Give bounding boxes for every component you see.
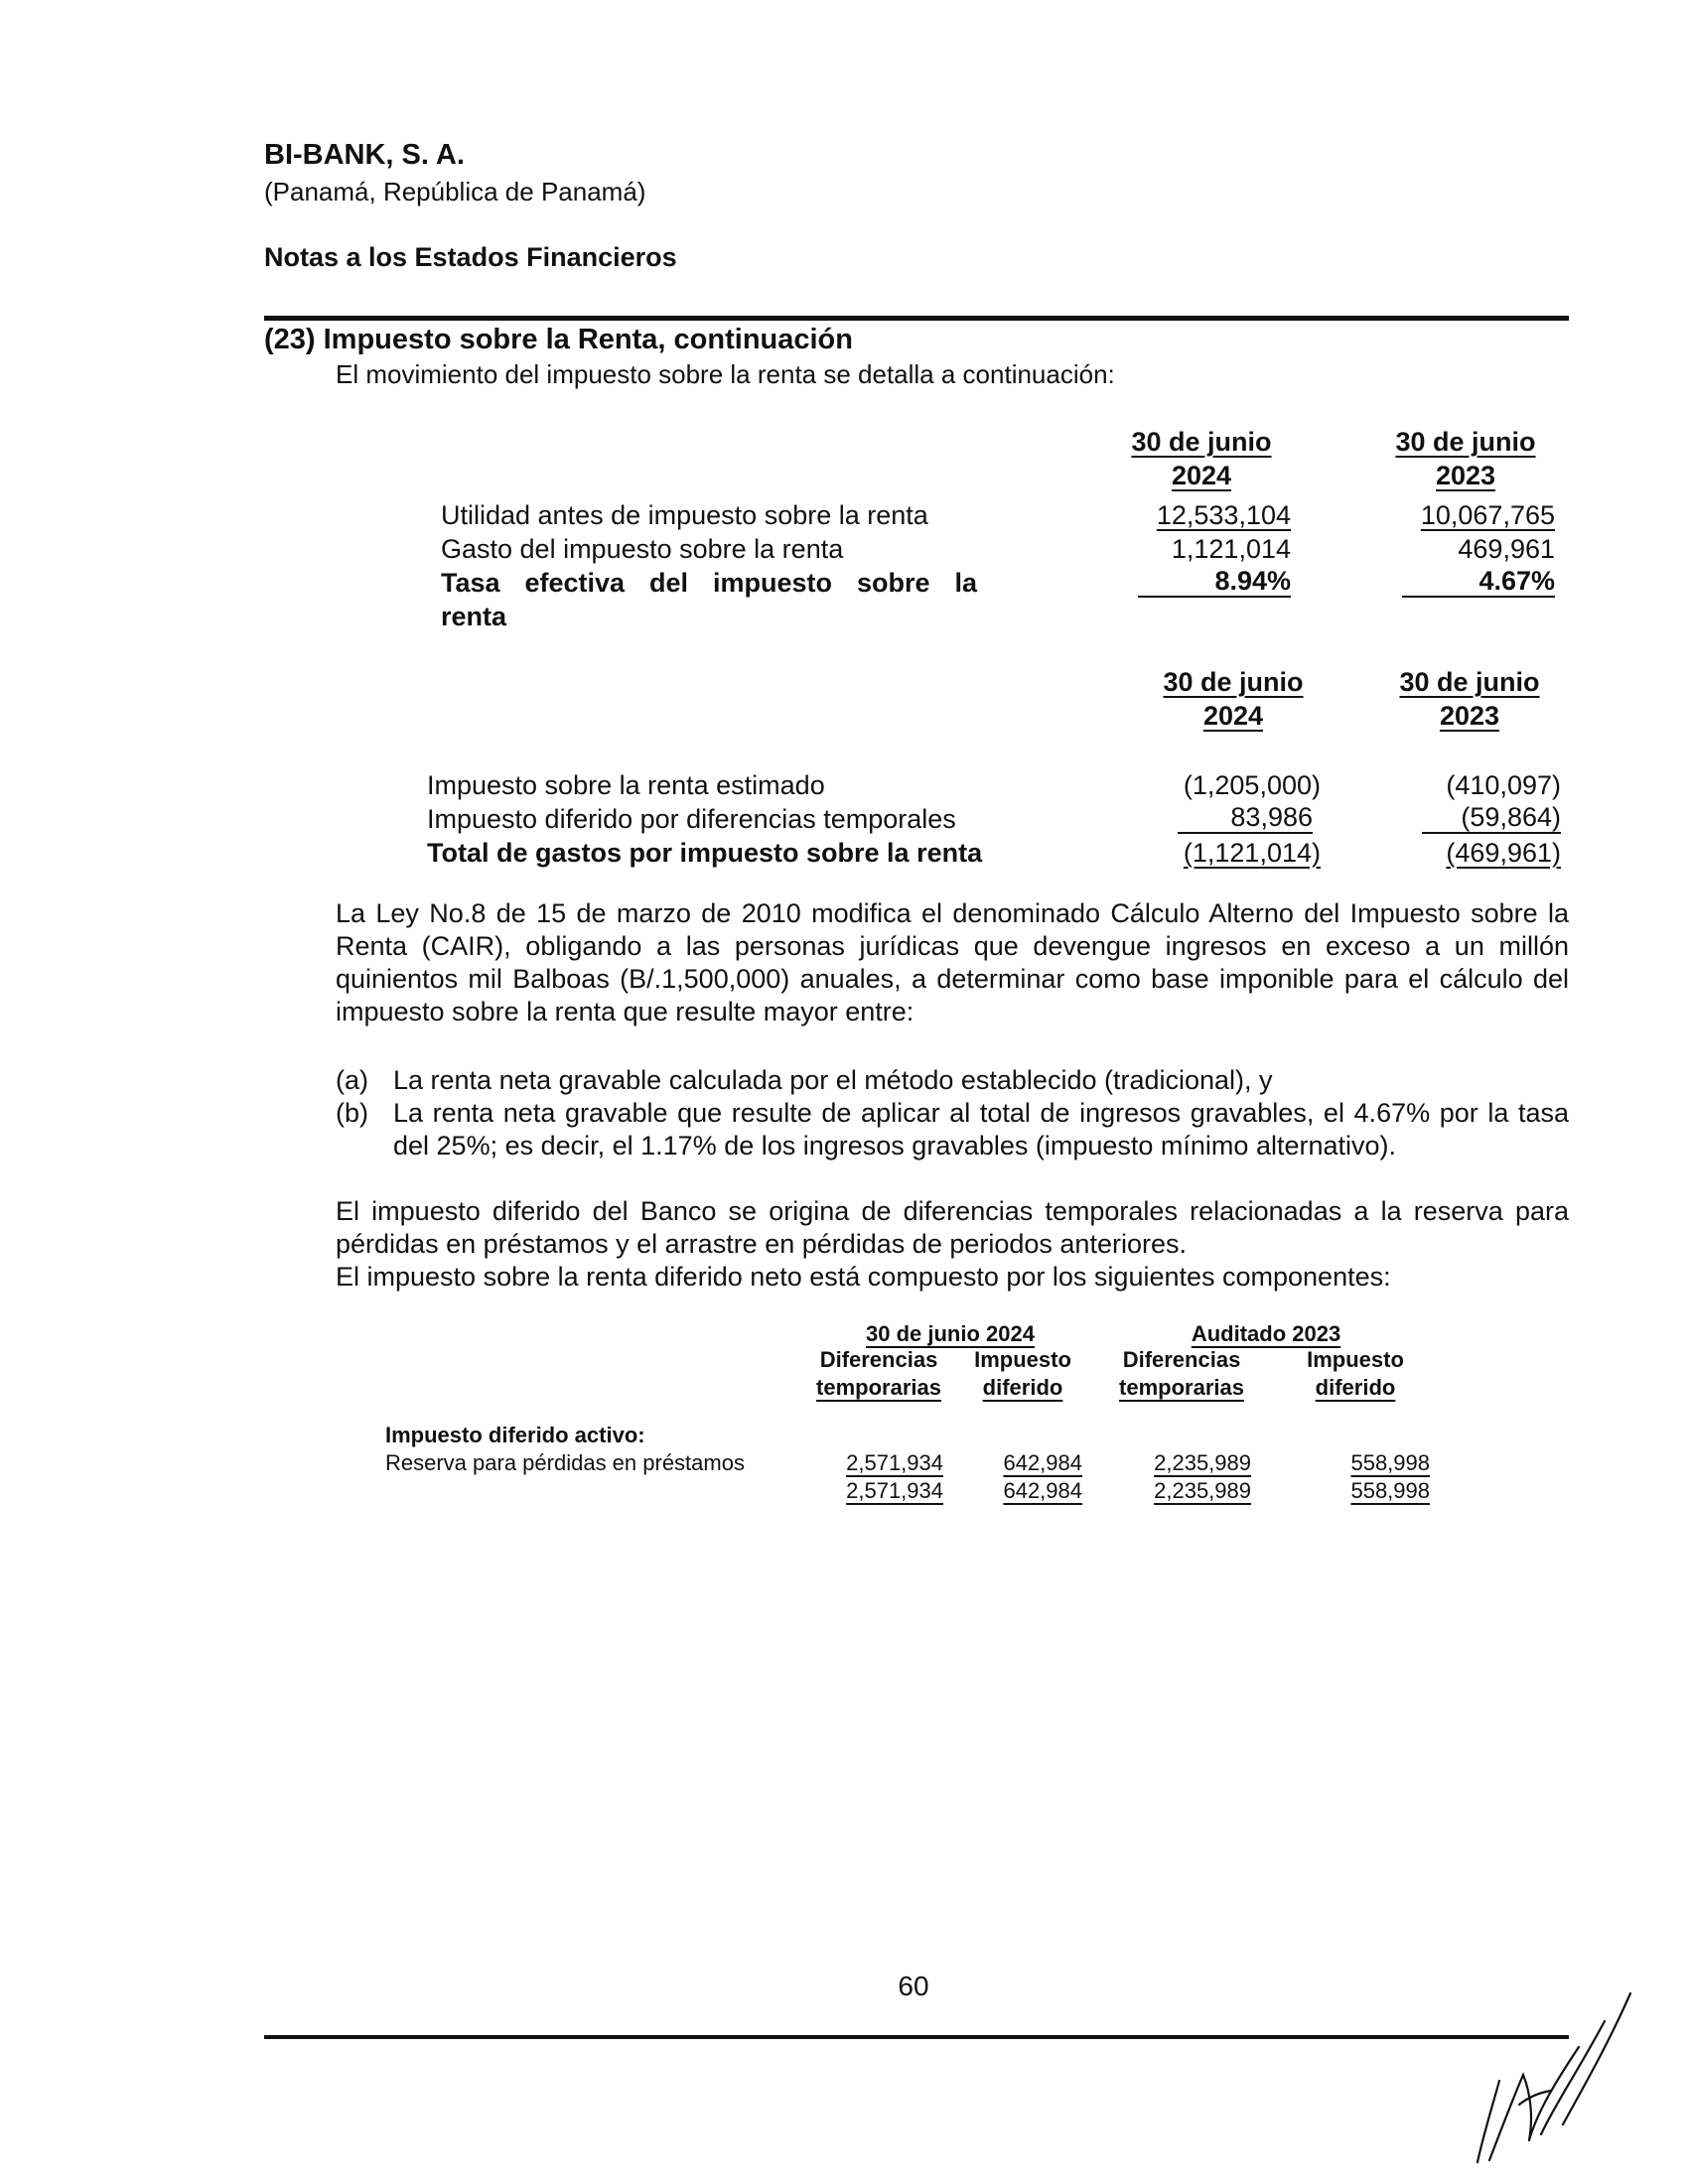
t2-row-value-2023: (59,864) bbox=[1422, 802, 1561, 834]
t3-subheader-line2: diferido bbox=[1315, 1375, 1396, 1400]
t2-row-value-2024: (1,205,000) bbox=[1183, 770, 1321, 800]
t3-total-value: 2,235,989 bbox=[1154, 1478, 1251, 1503]
t2-row-label: Impuesto diferido por diferencias temporales bbox=[427, 804, 956, 834]
t3-group-header-2024: 30 de junio 2024 bbox=[866, 1321, 1035, 1346]
t1-row-value-2023: 469,961 bbox=[1458, 534, 1555, 564]
t2-total-2024: (1,121,014) bbox=[1183, 838, 1321, 868]
t3-row-label: Reserva para pérdidas en préstamos bbox=[385, 1450, 745, 1475]
cair-paragraph: La Ley No.8 de 15 de marzo de 2010 modifica el denominado Cálculo Alterno del Impuesto sobre la Renta (CAIR), obligando a las personas jurídicas que devengue ingresos en exceso a un millón quinientos mil Balboas (B/.1,500,000) anuales, a determinar como base imponible para el cálculo del impuesto sobre la renta que resulte mayor entre: bbox=[336, 898, 1569, 1026]
t1-row-label: Utilidad antes de impuesto sobre la renta bbox=[441, 500, 928, 530]
t2-total-label: Total de gastos por impuesto sobre la renta bbox=[427, 838, 983, 868]
t1-col-2024-line2: 2024 bbox=[1171, 461, 1232, 490]
deferred-tax-paragraph: El impuesto diferido del Banco se origina de diferencias temporales relacionadas a la reserva para pérdidas en préstamos y el arrastre en pérdidas de periodos anteriores. bbox=[336, 1196, 1569, 1259]
t3-subheader-line1: Impuesto bbox=[1307, 1347, 1404, 1372]
t2-col-2023-line1: 30 de junio bbox=[1399, 667, 1540, 697]
effective-rate-label-line2: renta bbox=[441, 602, 507, 631]
t1-row-value-2024: 1,121,014 bbox=[1171, 534, 1291, 564]
effective-rate-2023: 4.67% bbox=[1402, 566, 1555, 598]
t2-col-2023-line2: 2023 bbox=[1439, 701, 1500, 731]
t2-col-2024-line2: 2024 bbox=[1202, 701, 1264, 731]
t3-subheader-line2: temporarias bbox=[1119, 1375, 1244, 1400]
t3-total-value: 642,984 bbox=[1003, 1478, 1082, 1503]
t3-subheader-line1: Diferencias bbox=[819, 1347, 938, 1372]
effective-rate-label-line1: Tasa efectiva del impuesto sobre la bbox=[441, 568, 977, 598]
section-title: (23) Impuesto sobre la Renta, continuación bbox=[264, 324, 853, 355]
t1-row-value-2023: 10,067,765 bbox=[1420, 500, 1555, 530]
t2-row-value-2024: 83,986 bbox=[1178, 802, 1313, 834]
section-intro: El movimiento del impuesto sobre la renta se detalla a continuación: bbox=[336, 359, 1115, 389]
t3-subheader-line1: Impuesto bbox=[974, 1347, 1071, 1372]
t3-subheader-line2: temporarias bbox=[816, 1375, 941, 1400]
t2-total-2023: (469,961) bbox=[1446, 838, 1561, 868]
t3-group-header-2023: Auditado 2023 bbox=[1191, 1321, 1341, 1346]
t2-row-value-2023: (410,097) bbox=[1446, 770, 1561, 800]
bottom-divider bbox=[264, 2035, 1569, 2039]
t2-col-2024-line1: 30 de junio bbox=[1163, 667, 1304, 697]
list-label-a: (a) bbox=[336, 1065, 368, 1095]
t1-col-2023-line1: 30 de junio bbox=[1395, 427, 1536, 457]
t3-row-value: 558,998 bbox=[1350, 1450, 1430, 1475]
signature-initials bbox=[1460, 1985, 1638, 2174]
t1-col-2023-line2: 2023 bbox=[1435, 461, 1496, 490]
top-divider bbox=[264, 316, 1569, 321]
t3-row-value: 2,235,989 bbox=[1154, 1450, 1251, 1475]
t3-total-value: 558,998 bbox=[1350, 1478, 1430, 1503]
t3-subheader-line1: Diferencias bbox=[1122, 1347, 1241, 1372]
list-label-b: (b) bbox=[336, 1098, 368, 1128]
page-number: 60 bbox=[898, 1971, 929, 2001]
t3-subheader-line2: diferido bbox=[982, 1375, 1063, 1400]
effective-rate-2024: 8.94% bbox=[1138, 566, 1291, 598]
t3-total-value: 2,571,934 bbox=[846, 1478, 943, 1503]
company-country: (Panamá, República de Panamá) bbox=[264, 177, 646, 206]
company-name: BI-BANK, S. A. bbox=[264, 139, 465, 171]
t1-row-label: Gasto del impuesto sobre la renta bbox=[441, 534, 844, 564]
list-item-b: La renta neta gravable que resulte de aplicar al total de ingresos gravables, el 4.67% por la tasa del 25%; es decir, el 1.17% de los ingresos gravables (impuesto mínimo alternativo). bbox=[393, 1098, 1569, 1160]
components-intro: El impuesto sobre la renta diferido neto está compuesto por los siguientes componentes: bbox=[336, 1262, 1391, 1292]
t3-row-value: 642,984 bbox=[1003, 1450, 1082, 1475]
document-title: Notas a los Estados Financieros bbox=[264, 242, 677, 272]
t1-row-value-2024: 12,533,104 bbox=[1156, 500, 1291, 530]
t2-row-label: Impuesto sobre la renta estimado bbox=[427, 770, 825, 800]
list-item-a: La renta neta gravable calculada por el método establecido (tradicional), y bbox=[393, 1065, 1273, 1095]
t3-section-label: Impuesto diferido activo: bbox=[385, 1423, 645, 1447]
t1-col-2024-line1: 30 de junio bbox=[1131, 427, 1272, 457]
t3-row-value: 2,571,934 bbox=[846, 1450, 943, 1475]
